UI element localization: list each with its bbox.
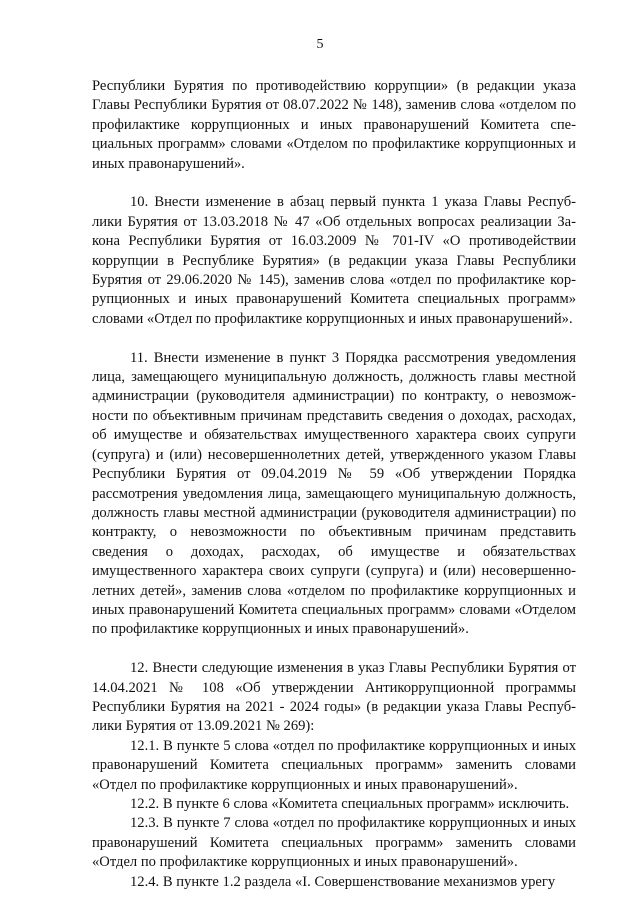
paragraph-item-10: 10. Внести изменение в абзац первый пункта 1 указа Главы Республики Бурятия от 13.03.2018 № 47 «Об отдельных вопросах реализации Закона Республики Бурятия от 16.03.2009 № 701-IV «О противодействии коррупции в Республике Бурятия» (в редакции указа Главы Республики Бурятия от 29.06.2020 № 145), заменив слова «отдел по профилактике коррупционных и иных правонарушений Комитета специальных программ» словами «Отдел по профилактике коррупционных и иных правонарушений». — [92, 194, 576, 327]
paragraph-continuation: Республики Бурятия по противодействию коррупции» (в редакции указа Главы Республики Бурятия от 08.07.2022 № 148), заменив слова «отделом по профилактике коррупционных и иных правонарушений Комитета специальных программ» словами «Отделом по профилактике коррупционных и иных правонарушений». — [92, 78, 576, 172]
paragraph-item-12-2: 12.2. В пункте 6 слова «Комитета специальных программ» исключить. — [130, 795, 570, 812]
page-number: 5 — [316, 37, 324, 52]
paragraph-item-11: 11. Внести изменение в пункт 3 Порядка рассмотрения уведомления лица, замещающего муниципальную должность, должность главы местной администрации (руководителя администрации) по контракту, о невозможности по объективным причинам представить сведения о доходах, расходах, об имуществе и обязательствах имущественного характера своих супруги (супруга) и (или) несовершеннолетних детей, утвержденного указом Главы Республики Бурятия от 09.04.2019 № 59 «Об утверждении Порядка рассмотрения уведомления лица, замещающего муниципальную должность, должность главы местной администрации (руководителя администрации) по контракту, о невозможности по объективным причинам представить сведения о доходах, расходах, об имуществе и обязательствах имущественного характера своих супруги (супруга) и (или) несовершеннолетних детей», заменив слова «отделом по профилактике коррупционных и иных правонарушений Комитета специальных программ» словами «Отделом по профилактике коррупционных и иных правонарушений». — [92, 349, 576, 638]
paragraph-item-12-1: 12.1. В пункте 5 слова «отдел по профилактике коррупционных и иных правонарушений Комитета специальных программ» заменить словами «Отдел по профилактике коррупционных и иных правонарушений». — [92, 737, 576, 793]
document-body — [92, 77, 576, 892]
paragraph-item-12-4: 12.4. В пункте 1.2 раздела «I. Совершенствование механизмов урегу — [130, 873, 556, 890]
paragraph-item-12: 12. Внести следующие изменения в указ Главы Республики Бурятия от 14.04.2021 № 108 «Об утверждении Антикоррупционной программы Республики Бурятия на 2021 - 2024 годы» (в редакции указа Главы Республики Бурятия от 13.09.2021 № 269): — [92, 660, 576, 735]
paragraph-item-12-3: 12.3. В пункте 7 слова «отдел по профилактике коррупционных и иных правонарушений Комитета специальных программ» заменить словами «Отдел по профилактике коррупционных и иных правонарушений». — [92, 815, 576, 871]
